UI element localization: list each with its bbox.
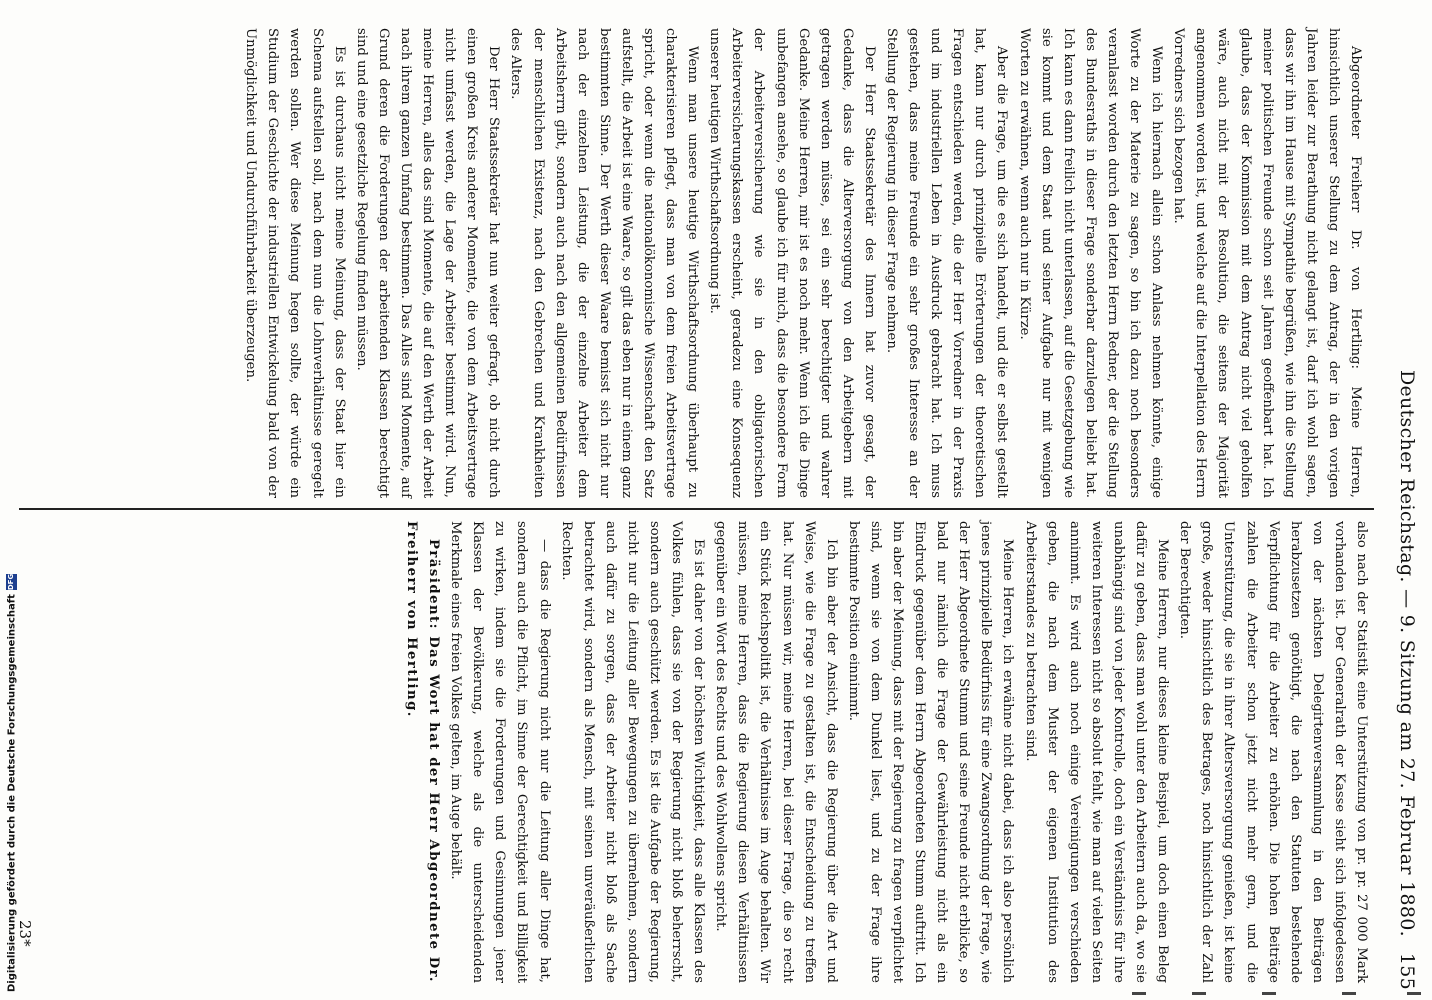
paragraph: also nach der Statistik eine Unterstützung von pr. pr. 27 000 Mark vorhanden ist. Der Generalrath der Kasse sieht sich infolgedessen von der nächsten Delegirtenversammlung in den Beiträgen herabzusetzen genöthigt, die nach den Statuten bestehende Verpflichtung für die Arbeiter zu erhöhen. Die hohen Beiträge zahlen die Arbeiter schon jetzt nicht mehr gern, und die Unterstützung, die sie in ihrer Altersversorgung genießen, ist keine große, weder hinsichtlich des Betrages, noch hinsichtlich der Zahl der Berechtigten. <box>1177 521 1369 983</box>
scan-edge-marks <box>1112 986 1432 1000</box>
paragraph: Der Herr Staatssekretär hat nun weiter gefragt, ob nicht durch einen großen Kreis anderer Momente, die von dem Arbeitsvertrage nicht umfasst werden, die Lage der Arbeiter bestimmt wird. Nun, meine Herren, alles das sind Momente, die auf den Werth der Arbeit nach ihrem ganzen Umfang bestimmen. Das Alles sind Momente, auf Grund deren die Forderungen der arbeitenden Klassen berechtigt sind und eine gesetzliche Regelung finden müssen. <box>353 28 502 498</box>
edge-mark <box>1342 992 1356 995</box>
column-divider <box>19 508 1374 510</box>
paragraph: Es ist daher von der höchsten Wichtigkeit, dass alle Klassen des Volkes fühlen, dass sie von der Regierung nicht bloß beherrscht, sondern auch geschützt werden. Es ist die Aufgabe der Regierung, nicht nur die Leitung aller Bewegungen zu übernehmen, sondern auch dafür zu sorgen, dass der Arbeiter nicht bloß als Sache betrachtet wird, sondern als Mensch, mit seinen unveräußerlichen Rechten. <box>558 521 707 983</box>
paragraph: Es ist durchaus nicht meine Meinung, dass der Staat hier ein Schema aufstellen soll, nach dem nun die Lohnverhältnisse geregelt werden sollen. Wer diese Meinung hegen sollte, der würde ein Studium der Geschichte der industriellen Entwickelung bald von der Unmöglichkeit und Undurchführbarkeit überzeugen. <box>243 28 347 498</box>
page-header-title: Deutscher Reichstag. — 9. Sitzung am 27. Februar 1880. <box>1396 370 1418 937</box>
paragraph: Meine Herren, nur dieses kleine Beispiel, um doch einen Beleg dafür zu geben, dass man wohl unter den Arbeitern auch da, wo sie unabhängig sind von jeder Kontrolle, doch ein Verständniss für ihre weiteren Interessen nicht so absolut fehlt, wie man auf vielen Seiten annimmt. Es wird auch noch einige Vereinigungen verschieden geben, die nach dem Muster der eigenen Institution des Arbeiterstandes zu betrachten sind. <box>1022 521 1171 983</box>
edge-mark <box>1407 992 1421 995</box>
right-column <box>400 521 1372 983</box>
paragraph: — dass die Regierung nicht nur die Leitung aller Dinge hat, sondern auch die Pflicht, im Sinne der Gerechtigkeit und Billigkeit zu wirken, indem sie die Forderungen und Gesinnungen jener Klassen der Bevölkerung, welche als die unterscheidenden Merkmale eines freien Volkes gelten, im Auge behält. <box>448 521 552 983</box>
paragraph: Wenn ich hiernach allein schon Anlass nehmen könnte, einige Worte zu der Materie zu sagen, so bin ich dazu noch besonders veranlasst worden durch den letzten Herrn Redner, der die Stellung des Bundesraths in dieser Frage sonderbar darzulegen beliebt hat. Ich kann es dann freilich nicht unterlassen, auf die Gesetzgebung wie sie kommt und dem Staat und seiner Aufgabe nur mit wenigen Worten zu erwähnen, wenn auch nur in Kürze. <box>1016 28 1165 498</box>
edge-mark <box>1192 992 1206 995</box>
running-head <box>1388 40 1418 990</box>
signature-mark: 23* <box>16 920 34 947</box>
dfg-logo-icon: DFG <box>7 573 15 591</box>
edge-mark <box>1132 992 1146 995</box>
paragraph: Meine Herren, ich erwähne nicht dabei, dass ich also persönlich jenes prinzipielle Bedürfniss für eine Zwangsordnung der Frage, wie der Herr Abgeordnete Stumm und seine Freunde nicht erblicke, so bald nur nämlich die Frage der Gewährleistung nicht als ein Eindruck gegenüber dem Herrn Abgeordneten Stumm auftritt. Ich bin aber der Meinung, dass mit der Regierung zu fragen verpflichtet sind, wenn sie von dem Dunkel liest, und zu der Frage ihre bestimmte Position einnimmt. <box>845 521 1016 983</box>
page-number: 155 <box>1396 952 1418 990</box>
left-column <box>239 28 1366 498</box>
paragraph: Der Herr Staatssekretär des Innern hat zuvor gesagt, der Gedanke, dass die Alterversorgung von den Arbeitgebern mit getragen werden müsse, sei ein sehr berechtigter und wahrer Gedanke. Meine Herren, mir ist es noch mehr. Wenn ich die Dinge unbefangen ansehe, so glaube ich für mich, dass die besondere Form der Arbeiterversicherung wie sie in den obligatorischen Arbeiterversicherungskassen erscheint, geradezu eine Konsequenz unserer heutigen Wirthschaftsordnung ist. <box>707 28 877 498</box>
digitization-credit <box>6 573 22 992</box>
paragraph: Wenn man unsere heutige Wirthschaftsordnung überhaupt zu charakterisieren pflegt, dass man von dem freien Arbeitsvertrage spricht, oder wenn die nationalökonomische Wissenschaft den Satz aufstellt, die Arbeit ist eine Waare, so gilt das eben nur in einem ganz bestimmten Sinne. Der Werth dieser Waare bemisst sich nicht nur nach der einzelnen Leistung, die der einzelne Arbeiter dem Arbeitsherrn gibt, sondern auch nach den allgemeinen Bedürfnissen der menschlichen Existenz, nach den Gebrechen und Krankheiten des Alters. <box>508 28 701 498</box>
paragraph: Abgeordneter Freiherr Dr. von Hertling: Meine Herren, hinsichtlich unserer Stellung zu dem Antrag, der in den vorigen Jahren leider zur Berathung nicht gelangt ist, darf ich wohl sagen, dass wir ihn im Hause mit Sympathie begrüßen, wie ihn die Stellung meiner politischen Freunde schon seit Jahren geoffenbart hat. Ich glaube, dass der Kommission mit dem Antrag nicht viel geholfen wäre, auch nicht mit der Resolution, die seitens der Majorität angenommen worden ist, und welche auf die Interpellation des Herrn Vorredners sich bezogen hat. <box>1171 28 1363 498</box>
edge-mark <box>1262 992 1276 995</box>
paragraph: Aber die Frage, um die es sich handelt, und die er selbst gestellt hat, kann nur durch prinzipielle Erörterungen der theoretischen Fragen entschieden werden, die der Herr Vorredner in der Praxis und im industriellen Leben in Ausdruck gebracht hat. Ich muss gestehen, dass meine Freunde ein sehr großes Interesse an der Stellung der Regierung in dieser Frage nehmen. <box>884 28 1010 498</box>
speaker-paragraph: Präsident: Das Wort hat der Herr Abgeordnete Dr. Freiherr von Hertling. <box>403 521 442 983</box>
paragraph: Ich bin aber der Ansicht, dass die Regierung über die Art und Weise, wie die Frage zu gestalten ist, die Entscheidung zu treffen hat. Nur müssen wir, meine Herren, bei dieser Frage, die so recht ein Stück Reichspolitik ist, die Verhältnisse im Auge behalten. Wir müssen, meine Herren, dass die Regierung diesen Verhältnissen gegenüber ein Wort des Rechts und des Wohlwollens spricht. <box>713 521 839 983</box>
credit-text: Digitalisierung gefördert durch die Deutsche Forschungsgemeinschaft <box>6 594 18 992</box>
